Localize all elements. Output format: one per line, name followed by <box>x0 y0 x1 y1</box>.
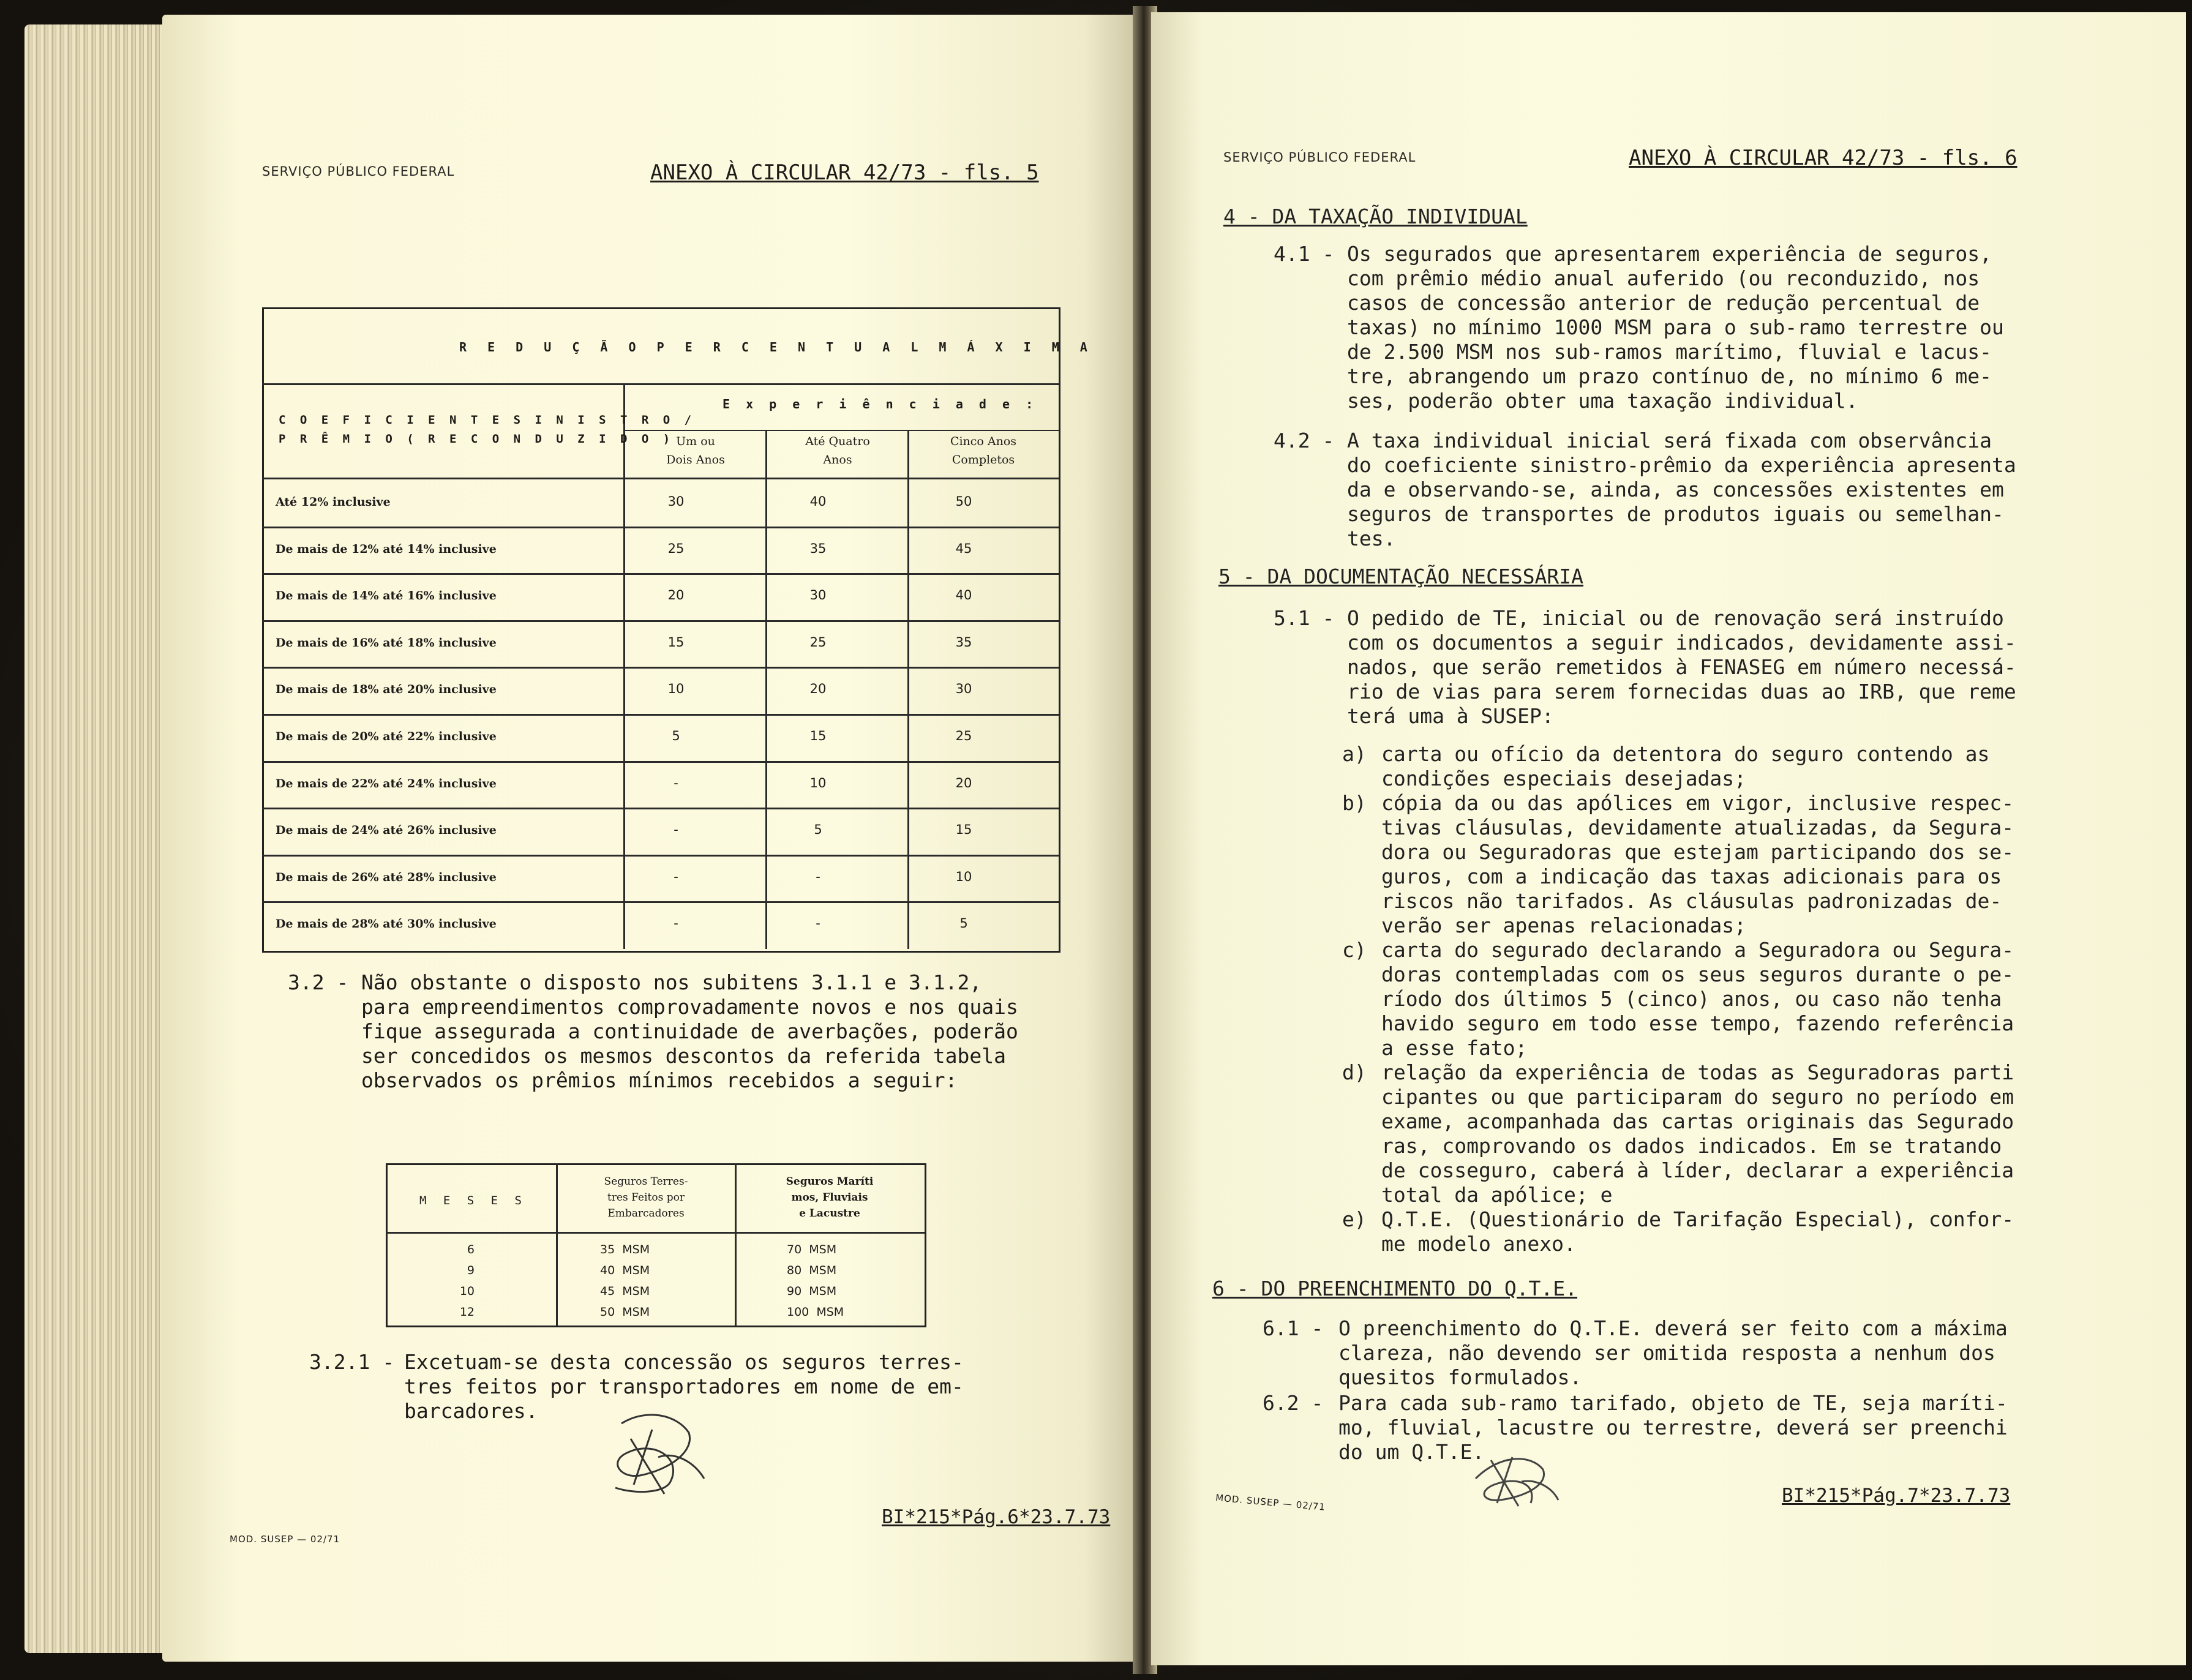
text-line: taxas) no mínimo 1000 MSM para o sub-ramo terrestre ou <box>1347 315 2004 339</box>
text-line: Os segurados que apresentarem experiência de seguros, <box>1347 242 1992 266</box>
signature-right <box>1463 1442 1561 1509</box>
table-rule <box>262 478 1059 479</box>
text-line: de 2.500 MSM nos sub-ramos marítimo, fluvial e lacus- <box>1347 340 1992 364</box>
list-letter: b) <box>1342 791 1367 815</box>
text-line: do um Q.T.E. <box>1338 1440 1485 1464</box>
list-text <box>1381 1060 2014 1207</box>
text-line: total da apólice; e <box>1381 1183 1613 1207</box>
cell-value: 10 <box>955 869 972 884</box>
list-item <box>1342 1207 2014 1256</box>
text-line: mo, fluvial, lacustre ou terrestre, deverá ser preenchi <box>1338 1416 2008 1439</box>
text-line: nados, que serão remetidos à FENASEG em número necessá- <box>1347 655 2016 679</box>
text-line: Não obstante o disposto nos subitens 3.1.1 e 3.1.2, <box>361 970 982 994</box>
page-edges <box>24 24 178 1653</box>
land-value: 35 MSM <box>600 1243 650 1256</box>
cell-value: 10 <box>667 681 685 697</box>
table-rule <box>262 620 1059 622</box>
land-column <box>600 1239 650 1322</box>
months-header: M E S E S <box>419 1194 527 1207</box>
col-header-3 <box>910 432 1057 469</box>
item-4-1-text <box>1347 242 2004 413</box>
land-header-l3: Embarcadores <box>607 1207 685 1220</box>
item-4-2-text <box>1347 429 2016 551</box>
marine-value: 80 MSM <box>787 1264 837 1277</box>
marine-header-l1: Seguros Maríti <box>786 1176 874 1188</box>
cell-value: - <box>674 822 678 838</box>
land-value: 40 MSM <box>600 1264 650 1277</box>
text-line: condições especiais desejadas; <box>1381 767 1747 790</box>
row-header-line2: P R Ê M I O ( R E C O N D U Z I D O ) <box>279 432 674 446</box>
cell-value: 25 <box>809 634 827 650</box>
cell-value: 20 <box>667 588 685 603</box>
table-rule <box>765 430 767 949</box>
table-rule <box>262 855 1059 857</box>
cell-value: 5 <box>672 729 680 743</box>
cell-value: - <box>816 869 820 884</box>
cell-value: - <box>674 869 678 884</box>
cell-value: 30 <box>667 494 685 509</box>
text-line: ríodo dos últimos 5 (cinco) anos, ou caso não tenha <box>1381 987 2002 1011</box>
text-line: dora ou Seguradoras que estejam participando dos se- <box>1381 840 2014 864</box>
list-item <box>1342 1060 2014 1207</box>
cell-value: 20 <box>809 681 827 697</box>
item-3-2-1-number: 3.2.1 - <box>309 1350 395 1374</box>
table-rule <box>735 1163 737 1326</box>
agency-header-left: SERVIÇO PÚBLICO FEDERAL <box>262 164 455 179</box>
item-5-1-number: 5.1 - <box>1274 606 1335 630</box>
col-header-1-l2: Dois Anos <box>666 453 725 467</box>
agency-header-right: SERVIÇO PÚBLICO FEDERAL <box>1223 150 1416 165</box>
item-4-2-number: 4.2 - <box>1274 429 1335 452</box>
text-line: da e observando-se, ainda, as concessões existentes em <box>1347 478 2004 501</box>
list-text <box>1381 742 1989 791</box>
table-rule <box>556 1163 558 1326</box>
text-line: casos de concessão anterior de redução percentual de <box>1347 291 1980 315</box>
table-rule <box>386 1232 925 1234</box>
cell-value: - <box>674 916 678 931</box>
col-header-2-l1: Até Quatro <box>805 435 870 448</box>
text-line: observados os prêmios mínimos recebidos a seguir: <box>361 1068 958 1092</box>
cell-value: - <box>816 916 820 931</box>
section-5-title: 5 - DA DOCUMENTAÇÃO NECESSÁRIA <box>1218 564 1584 588</box>
cell-value: 50 <box>955 494 972 509</box>
table-rule <box>262 714 1059 716</box>
page-code-right: BI*215*Pág.7*23.7.73 <box>1782 1485 2011 1507</box>
months-column <box>450 1239 475 1322</box>
month-value: 10 <box>459 1284 475 1298</box>
item-5-1-text <box>1347 606 2016 729</box>
table-rule <box>623 383 625 949</box>
text-line: doras contempladas com os seus seguros durante o pe- <box>1381 962 2014 986</box>
col-header-2 <box>768 432 907 469</box>
table-rule <box>907 430 909 949</box>
cell-value: 15 <box>955 822 972 838</box>
cell-value: 5 <box>959 916 968 931</box>
table-rule <box>623 430 1059 431</box>
table-rule <box>262 527 1059 528</box>
text-line: rio de vias para serem fornecidas duas ao IRB, que reme <box>1347 680 2016 703</box>
text-line: ses, poderão obter uma taxação individual. <box>1347 389 1858 413</box>
document-list <box>1342 742 2014 1256</box>
page-code-left: BI*215*Pág.6*23.7.73 <box>882 1506 1111 1528</box>
text-line: ser concedidos os mesmos descontos da referida tabela <box>361 1044 1006 1068</box>
item-6-2-number: 6.2 - <box>1263 1391 1324 1415</box>
text-line: quesitos formulados. <box>1338 1365 1582 1389</box>
text-line: para empreendimentos comprovadamente novos e nos quais <box>361 995 1018 1019</box>
text-line: Para cada sub-ramo tarifado, objeto de TE, seja maríti- <box>1338 1391 2008 1415</box>
land-header-l2: tres Feitos por <box>607 1191 685 1204</box>
cell-value: 10 <box>809 775 827 790</box>
cell-value: 15 <box>809 729 827 743</box>
marine-column <box>787 1239 844 1322</box>
cell-value: 35 <box>809 541 827 556</box>
row-label: De mais de 22% até 24% inclusive <box>276 776 497 790</box>
list-letter: c) <box>1342 938 1367 962</box>
item-6-1-number: 6.1 - <box>1263 1316 1324 1340</box>
marine-header-l2: mos, Fluviais <box>791 1191 868 1204</box>
row-label: De mais de 16% até 18% inclusive <box>276 636 497 650</box>
col-header-3-l1: Cinco Anos <box>950 435 1017 448</box>
section-6-title: 6 - DO PREENCHIMENTO DO Q.T.E. <box>1212 1277 1578 1300</box>
text-line: carta ou ofício da detentora do seguro contendo as <box>1381 742 1990 766</box>
cell-value: 25 <box>955 729 972 743</box>
cell-value: 40 <box>955 588 972 603</box>
list-letter: a) <box>1342 742 1367 766</box>
cell-value: 30 <box>955 681 972 697</box>
row-label: De mais de 18% até 20% inclusive <box>276 683 497 697</box>
text-line: clareza, não devendo ser omitida resposta a nenhum dos <box>1338 1341 1995 1365</box>
row-label: De mais de 14% até 16% inclusive <box>276 589 497 603</box>
text-line: do coeficiente sinistro-prêmio da experiência apresenta <box>1347 453 2016 477</box>
signature-left <box>597 1402 713 1500</box>
text-line: riscos não tarifados. As cláusulas padronizadas de- <box>1381 889 2002 913</box>
marine-header <box>737 1174 922 1221</box>
annex-title-right: ANEXO À CIRCULAR 42/73 - fls. 6 <box>1629 146 2017 170</box>
list-text <box>1381 791 2014 938</box>
cell-value: 15 <box>667 634 685 650</box>
text-line: cópia da ou das apólices em vigor, inclusive respec- <box>1381 791 2014 815</box>
col-header-1 <box>626 432 765 469</box>
table-rule <box>262 901 1059 903</box>
form-code-right: MOD. SUSEP — 02/71 <box>1215 1492 1326 1513</box>
row-label: De mais de 26% até 28% inclusive <box>276 870 497 884</box>
text-line: relação da experiência de todas as Seguradoras parti <box>1381 1060 2014 1084</box>
land-value: 50 MSM <box>600 1305 650 1319</box>
text-line: Excetuam-se desta concessão os seguros terres- <box>404 1350 964 1374</box>
text-line: ras, comprovando os dados indicados. Em se tratando <box>1381 1134 2002 1158</box>
marine-value: 70 MSM <box>787 1243 837 1256</box>
row-label: De mais de 24% até 26% inclusive <box>276 823 497 838</box>
list-text <box>1381 1207 2014 1256</box>
item-6-1-text <box>1338 1316 2008 1390</box>
form-code-left: MOD. SUSEP — 02/71 <box>230 1534 340 1545</box>
text-line: tes. <box>1347 527 1396 550</box>
text-line: verão ser apenas relacionadas; <box>1381 913 1747 937</box>
cell-value: 40 <box>809 494 827 509</box>
cell-value: 20 <box>955 775 972 790</box>
text-line: tres feitos por transportadores em nome de em- <box>404 1374 964 1398</box>
col-header-1-l1: Um ou <box>676 435 715 448</box>
month-value: 9 <box>467 1264 475 1277</box>
item-3-2-number: 3.2 - <box>288 970 349 994</box>
text-line: Q.T.E. (Questionário de Tarifação Especial), confor- <box>1381 1207 2014 1231</box>
cell-value: 5 <box>814 822 822 838</box>
text-line: de cosseguro, caberá à líder, declarar a experiência <box>1381 1158 2014 1182</box>
cell-value: - <box>674 775 678 790</box>
row-label: Até 12% inclusive <box>276 495 391 509</box>
text-line: carta do segurado declarando a Seguradora ou Segura- <box>1381 938 2014 962</box>
month-value: 12 <box>459 1305 475 1319</box>
text-line: com os documentos a seguir indicados, devidamente assi- <box>1347 631 2016 654</box>
row-label: De mais de 28% até 30% inclusive <box>276 917 497 931</box>
list-letter: d) <box>1342 1060 1367 1084</box>
text-line: seguros de transportes de produtos iguais ou semelhan- <box>1347 502 2004 526</box>
marine-header-l3: e Lacustre <box>799 1207 860 1220</box>
col-header-2-l2: Anos <box>823 453 852 467</box>
text-line: terá uma à SUSEP: <box>1347 704 1554 728</box>
list-item <box>1342 791 2014 938</box>
marine-value: 100 MSM <box>787 1305 844 1319</box>
month-value: 6 <box>467 1243 475 1256</box>
text-line: barcadores. <box>404 1399 538 1423</box>
text-line: O pedido de TE, inicial ou de renovação será instruído <box>1347 606 2004 630</box>
cell-value: 30 <box>809 588 827 603</box>
row-header-line1: C O E F I C I E N T E S I N I S T R O / <box>279 413 696 427</box>
row-label: De mais de 12% até 14% inclusive <box>276 542 497 556</box>
item-6-2-text <box>1338 1391 2008 1464</box>
text-line: me modelo anexo. <box>1381 1232 1576 1256</box>
text-line: tre, abrangendo um prazo contínuo de, no mínimo 6 me- <box>1347 364 1992 388</box>
item-4-1-number: 4.1 - <box>1274 242 1335 266</box>
table-rule <box>262 761 1059 763</box>
list-item <box>1342 742 2014 791</box>
list-text <box>1381 938 2014 1060</box>
col-header-3-l2: Completos <box>951 453 1015 467</box>
land-value: 45 MSM <box>600 1284 650 1298</box>
cell-value: 45 <box>955 541 972 556</box>
cell-value: 25 <box>667 541 685 556</box>
table-rule <box>262 667 1059 669</box>
table-title: R E D U Ç Ã O P E R C E N T U A L M Á X I M A <box>459 340 1094 354</box>
annex-title-left: ANEXO À CIRCULAR 42/73 - fls. 5 <box>650 160 1039 185</box>
table-rule <box>262 808 1059 809</box>
section-4-title: 4 - DA TAXAÇÃO INDIVIDUAL <box>1223 204 1528 228</box>
text-line: cipantes ou que participaram do seguro no período em <box>1381 1085 2014 1109</box>
marine-value: 90 MSM <box>787 1284 837 1298</box>
item-3-2-text <box>361 970 1018 1093</box>
text-line: O preenchimento do Q.T.E. deverá ser feito com a máxima <box>1338 1316 2008 1340</box>
text-line: exame, acompanhada das cartas originais das Segurado <box>1381 1109 2014 1133</box>
table-rule <box>262 383 1059 385</box>
text-line: havido seguro em todo esse tempo, fazendo referência <box>1381 1011 2014 1035</box>
cell-value: 35 <box>955 634 972 650</box>
text-line: a esse fato; <box>1381 1036 1528 1060</box>
experience-header: E x p e r i ê n c i a d e : <box>723 397 1038 411</box>
text-line: guros, com a indicação das taxas adicionais para os <box>1381 864 2002 888</box>
text-line: com prêmio médio anual auferido (ou reconduzido, nos <box>1347 266 1980 290</box>
list-letter: e) <box>1342 1207 1367 1231</box>
text-line: A taxa individual inicial será fixada com observância <box>1347 429 1992 452</box>
land-header-l1: Seguros Terres- <box>604 1176 688 1188</box>
land-header <box>558 1174 734 1221</box>
table-rule <box>262 573 1059 575</box>
list-item <box>1342 938 2014 1060</box>
text-line: fique assegurada a continuidade de averbações, poderão <box>361 1019 1018 1043</box>
text-line: tivas cláusulas, devidamente atualizadas, da Segura- <box>1381 816 2014 839</box>
row-label: De mais de 20% até 22% inclusive <box>276 730 497 743</box>
